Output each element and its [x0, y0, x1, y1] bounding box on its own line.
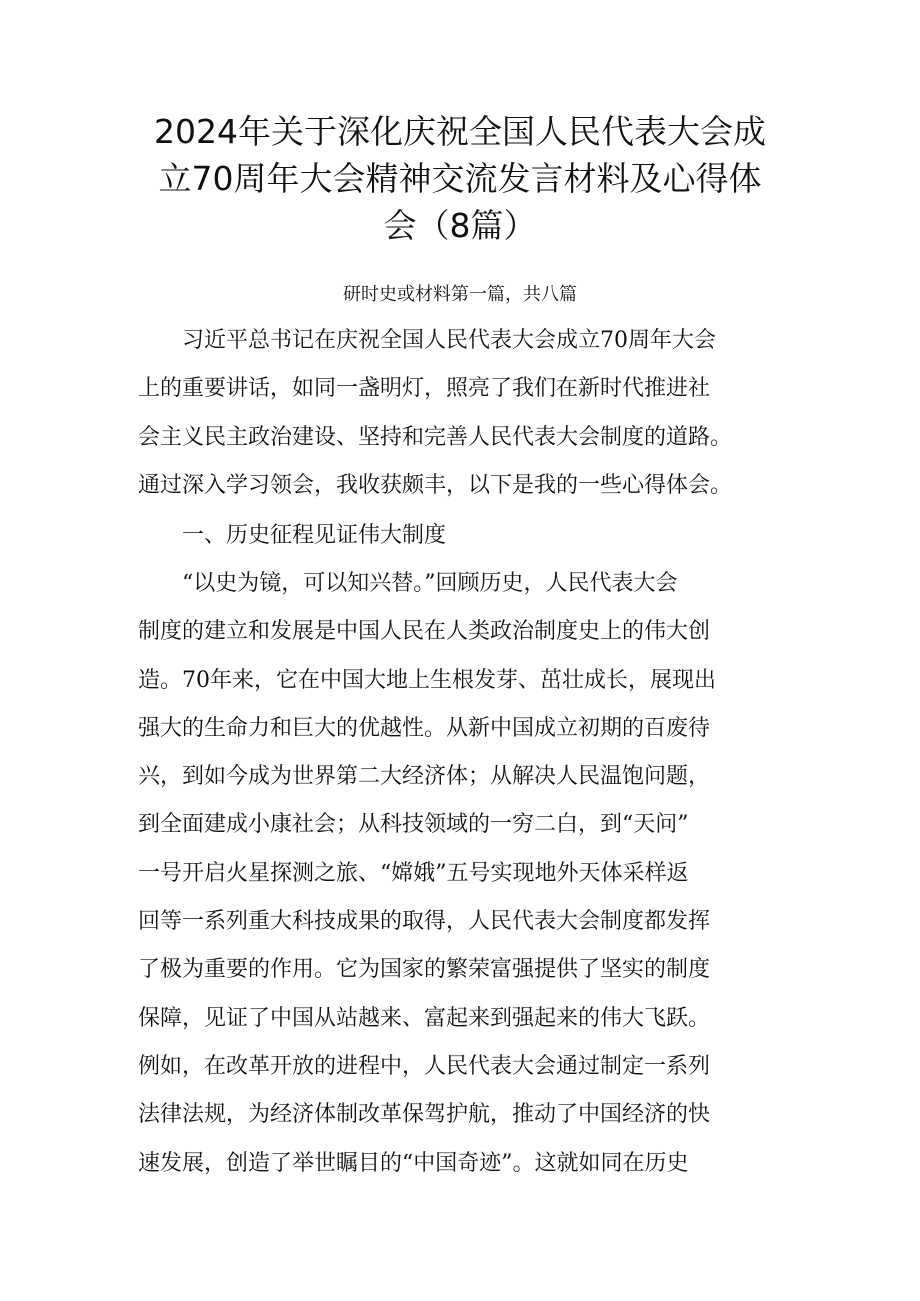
paragraph-line: 兴，到如今成为世界第二大经济体；从解决人民温饱问题， [138, 764, 711, 790]
paragraph-history [138, 560, 788, 1188]
paragraph-line: 例如，在改革开放的进程中，人民代表大会通过制定一系列 [138, 1053, 711, 1079]
paragraph-line: 制度的建立和发展是中国人民在人类政治制度史上的伟大创 [138, 619, 711, 645]
document-title [140, 108, 780, 249]
section-heading: 一、历史征程见证伟大制度 [182, 523, 447, 548]
paragraph-line: 了极为重要的作用。它为国家的繁荣富强提供了坚实的制度 [138, 957, 711, 983]
paragraph-line: 速发展，创造了举世瞩目的“中国奇迹”。这就如同在历史 [138, 1150, 689, 1176]
paragraph-line: 习近平总书记在庆祝全国人民代表大会成立70周年大会 [182, 328, 716, 353]
paragraph-line: “以史为镜，可以知兴替。”回顾历史，人民代表大会 [182, 571, 678, 596]
paragraph-line: 会主义民主政治建设、坚持和完善人民代表大会制度的道路。 [138, 424, 733, 450]
title-line-3: 会（8篇） [383, 206, 537, 245]
paragraph-line: 上的重要讲话，如同一盏明灯，照亮了我们在新时代推进社 [138, 376, 711, 402]
title-line-1: 2024年关于深化庆祝全国人民代表大会成 [154, 112, 766, 151]
paragraph-line: 法律法规，为经济体制改革保驾护航，推动了中国经济的快 [138, 1102, 711, 1128]
document-subtitle: 研时史或材料第一篇，共八篇 [343, 284, 577, 305]
paragraph-line: 回等一系列重大科技成果的取得，人民代表大会制度都发挥 [138, 909, 711, 935]
paragraph-line: 到全面建成小康社会；从科技领域的一穷二白，到“天问” [138, 812, 689, 838]
paragraph-line: 通过深入学习领会，我收获颇丰，以下是我的一些心得体会。 [138, 472, 733, 498]
paragraph-line: 保障，见证了中国从站越来、富起来到强起来的伟大飞跃。 [138, 1005, 711, 1031]
paragraph-line: 一号开启火星探测之旅、“嫦娥”五号实现地外天体采样返 [138, 860, 689, 886]
paragraph-line: 强大的生命力和巨大的优越性。从新中国成立初期的百废待 [138, 715, 711, 741]
title-line-2: 立70周年大会精神交流发言材料及心得体 [158, 159, 762, 198]
paragraph-line: 造。70年来，它在中国大地上生根发芽、茁壮成长，展现出 [138, 667, 716, 693]
paragraph-intro [138, 317, 788, 510]
